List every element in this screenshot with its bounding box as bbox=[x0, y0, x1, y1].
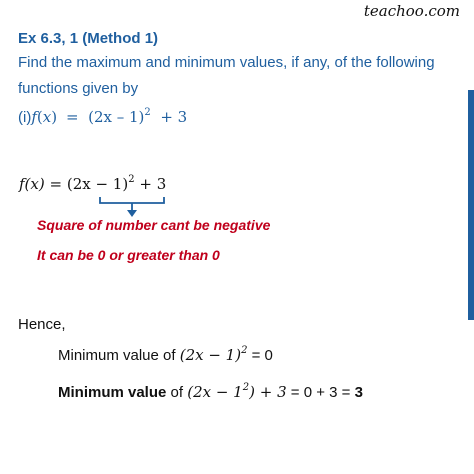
hence-label: Hence, bbox=[18, 316, 66, 333]
equation-exponent: 2 bbox=[128, 174, 135, 185]
exercise-heading: Ex 6.3, 1 (Method 1) bbox=[18, 30, 159, 47]
final-bold-label: Minimum value bbox=[58, 384, 167, 401]
min-result: = 0 bbox=[251, 347, 273, 364]
question-x: x bbox=[42, 108, 52, 126]
question-part-i: (i)f(x) = (2x – 1)$^2$ + 3 bbox=[18, 107, 188, 126]
question-f: f bbox=[31, 108, 37, 126]
part-label: (i) bbox=[18, 109, 32, 126]
final-answer-line bbox=[58, 383, 363, 401]
note-line-1: Square of number cant be negative bbox=[37, 217, 271, 233]
main-equation bbox=[19, 175, 166, 193]
teachoo-logo: teachoo.com bbox=[363, 2, 460, 20]
underbrace-arrow-icon bbox=[98, 196, 168, 218]
equation-tail: + 3 bbox=[139, 175, 167, 193]
min-label: Minimum value of bbox=[58, 347, 176, 364]
question-line-1: Find the maximum and minimum values, if any, of the following bbox=[18, 54, 435, 71]
question-rhs: (2x – 1) bbox=[88, 108, 145, 126]
min-expression: (2x − 1) bbox=[179, 346, 242, 364]
question-exponent: 2 bbox=[144, 107, 151, 118]
final-close: ) + 3 bbox=[249, 383, 287, 401]
right-accent-bar bbox=[468, 90, 474, 320]
final-calc: = 0 + 3 = bbox=[290, 384, 351, 401]
final-answer: 3 bbox=[354, 384, 363, 401]
final-expression: (2x − 1 bbox=[187, 383, 243, 401]
equation-lhs: f(x) = bbox=[19, 175, 63, 193]
minimum-value-line bbox=[58, 346, 273, 364]
note-line-2: It can be 0 or greater than 0 bbox=[37, 247, 220, 263]
min-exponent: 2 bbox=[241, 345, 248, 356]
final-of: of bbox=[170, 384, 184, 401]
equation-mid: (2x − 1) bbox=[66, 175, 129, 193]
question-plus-three: + 3 bbox=[160, 108, 188, 126]
final-exponent: 2 bbox=[242, 382, 250, 393]
question-line-2: functions given by bbox=[18, 80, 139, 97]
